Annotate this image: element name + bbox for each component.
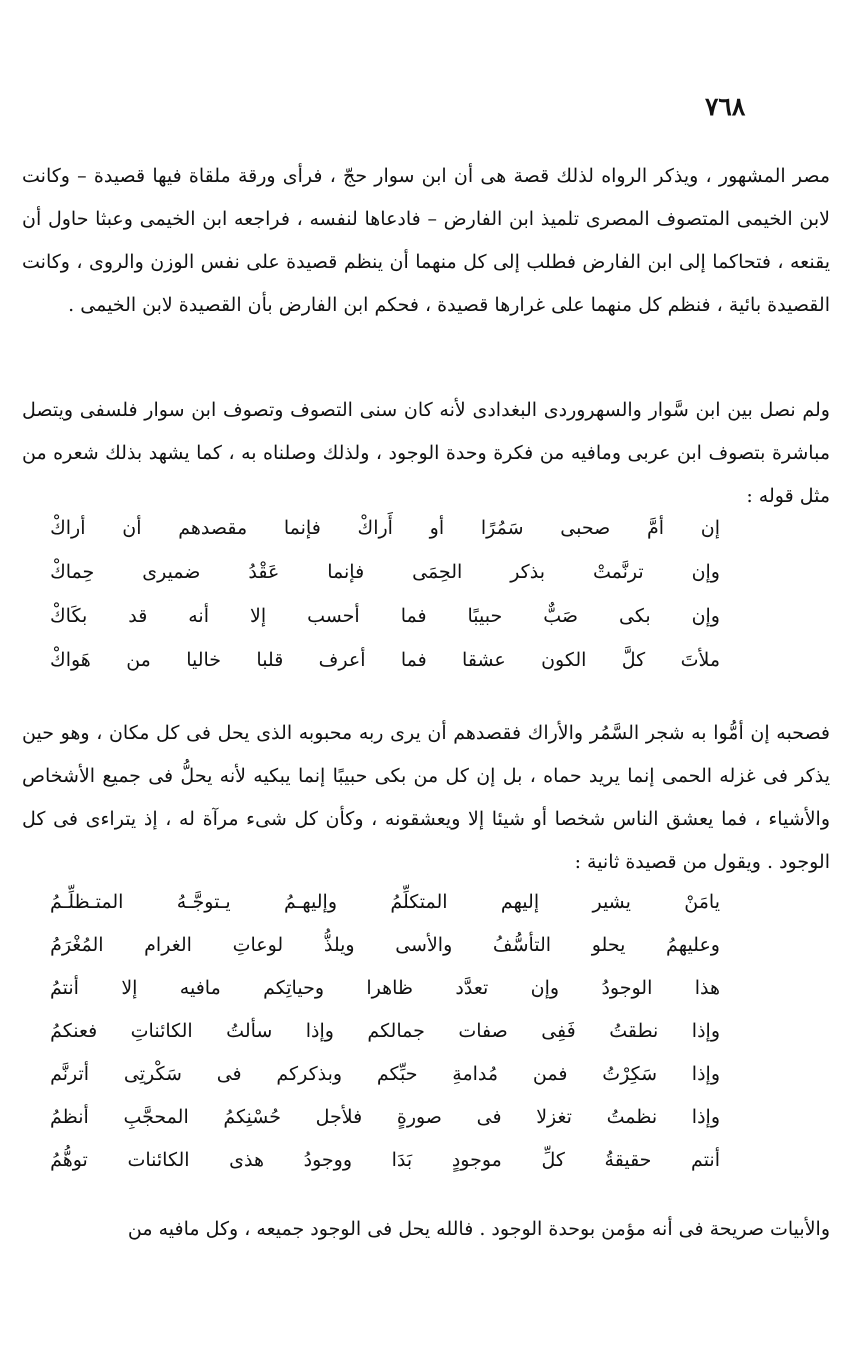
verse-line	[50, 1096, 720, 1139]
verse-word: أنتم	[691, 1149, 720, 1171]
verse-line	[50, 506, 720, 550]
verse-word: فى	[476, 1106, 502, 1128]
verse-line	[50, 1053, 720, 1096]
verse-word: الكائنات	[127, 1149, 190, 1171]
verse-word: وحياتِكم	[263, 977, 324, 999]
verse-word: أعرف	[318, 649, 366, 671]
verse-word: وإذا	[691, 1020, 720, 1042]
verse-word: قلبا	[256, 649, 284, 671]
verse-word: المُغْرَمُ	[50, 934, 104, 956]
verse-word: ويلذُّ	[323, 934, 355, 956]
poem-first	[50, 506, 720, 682]
verse-word: أَراكْ	[357, 517, 393, 539]
verse-word: وإذا	[305, 1020, 334, 1042]
verse-word: مُدامةِ	[452, 1063, 499, 1085]
verse-word: سَكْرتِى	[123, 1063, 182, 1085]
verse-word: وإذا	[691, 1106, 720, 1128]
verse-word: قد	[128, 605, 148, 627]
verse-word: فمن	[532, 1063, 568, 1085]
poem-second	[50, 881, 720, 1182]
verse-word: أو	[429, 517, 445, 539]
verse-line	[50, 550, 720, 594]
verse-word: وإليهـمُ	[284, 891, 337, 913]
verse-word: أحسب	[307, 605, 360, 627]
verse-word: بكى	[618, 605, 651, 627]
verse-word: مافيه	[179, 977, 221, 999]
verse-word: صورةٍ	[396, 1106, 442, 1128]
verse-word: نظمتُ	[606, 1106, 658, 1128]
verse-word: تعدَّد	[455, 977, 489, 999]
verse-word: المحجَّبِ	[123, 1106, 189, 1128]
verse-word: صَبٌّ	[543, 605, 579, 627]
verse-word: ووجودُ	[303, 1149, 353, 1171]
verse-word: فإنما	[283, 517, 321, 539]
verse-word: خاليا	[186, 649, 222, 671]
verse-word: أنه	[188, 605, 210, 627]
verse-word: هَواكْ	[50, 649, 91, 671]
verse-word: أنتمُ	[50, 977, 79, 999]
paragraph-sufism-context: ولم نصل بين ابن سَّوار والسهروردى البغدادى لأنه كان سنى التصوف وتصوف ابن سوار فلسفى ويتصل مباشرة بتصوف ابن عربى ومافيه من فكرة وحدة الوجود ، ولذلك وصلناه به ، كما يشهد بذلك شعره من مثل قوله :	[22, 399, 830, 507]
verse-word: بذكر	[510, 561, 545, 583]
verse-word: فلأجل	[315, 1106, 363, 1128]
verse-word: حِماكْ	[50, 561, 95, 583]
verse-word: ضميرى	[142, 561, 201, 583]
verse-word: فى	[216, 1063, 242, 1085]
verse-word: يشير	[592, 891, 631, 913]
verse-word: موجودٍ	[451, 1149, 502, 1171]
verse-word: أمَّ	[646, 517, 665, 539]
verse-line	[50, 594, 720, 638]
verse-word: كلِّ	[541, 1149, 565, 1171]
verse-word: وبذكركم	[276, 1063, 343, 1085]
verse-word: فعنكمُ	[50, 1020, 98, 1042]
verse-line	[50, 967, 720, 1010]
verse-word: صفات	[458, 1020, 508, 1042]
verse-word: الكون	[541, 649, 587, 671]
verse-word: عشقا	[462, 649, 506, 671]
verse-word: وعليهمُ	[666, 934, 720, 956]
verse-line	[50, 924, 720, 967]
verse-word: صحبى	[560, 517, 611, 539]
verse-word: سَمُرًا	[480, 517, 524, 539]
verse-word: تغزلا	[536, 1106, 572, 1128]
verse-word: ملأتَ	[680, 649, 720, 671]
verse-word: إليهم	[500, 891, 540, 913]
verse-word: التأسُّفُ	[492, 934, 552, 956]
verse-word: توهُّمُ	[50, 1149, 88, 1171]
verse-word: أترنَّم	[50, 1063, 90, 1085]
verse-word: بكَاكْ	[50, 605, 88, 627]
verse-word: ظاهرا	[366, 977, 414, 999]
verse-word: عَقْدُ	[248, 561, 280, 583]
verse-word: سَكِرْتُ	[602, 1063, 657, 1085]
verse-word: إلا	[121, 977, 138, 999]
verse-word: فما	[400, 605, 427, 627]
page-number: ٧٦٨	[705, 92, 746, 121]
verse-word: حبِّكم	[376, 1063, 418, 1085]
verse-word: وإن	[691, 561, 720, 583]
verse-word: كلَّ	[621, 649, 646, 671]
verse-word: الوجودُ	[601, 977, 653, 999]
verse-word: فإنما	[327, 561, 365, 583]
verse-word: والأسى	[395, 934, 453, 956]
paragraph-ibn-sawwar-story: مصر المشهور ، ويذكر الرواه لذلك قصة هى أن ابن سوار حجّ ، فرأى ورقة ملقاة فيها قصيدة – وكانت لابن الخيمى المتصوف المصرى تلميذ ابن الفارض – فادعاها لنفسه ، فراجعه ابن الخيمى وعبثا حاول أن يقنعه ، فتحاكما إلى ابن الفارض فطلب إلى كل منهما أن ينظم قصيدة على نفس الوزن والروى ، وكانت القصيدة بائية ، فنظم كل منهما على غرارها قصيدة ، فحكم ابن الفارض بأن القصيدة لابن الخيمى .	[22, 165, 830, 316]
verse-word: الغرام	[144, 934, 192, 956]
verse-word: أنظمُ	[50, 1106, 89, 1128]
verse-word: هذى	[229, 1149, 265, 1171]
verse-word: ترنَّمتْ	[592, 561, 644, 583]
paragraph-poem-explanation: فصحبه إن أمُّوا به شجر السَّمُر والأراك فقصدهم أن يرى ربه محبوبه الذى يحل فى كل مكان ، وهو حين يذكر فى غزله الحمى إنما يريد حماه ، بل إن كل من بكى حبيبًا إنما يبكيه لأنه يحلُّ فى جميع الأشخاص والأشياء ، فما يعشق الناس شخصا أو شيئا إلا ويعشقونه ، وكأن كل شىء مرآة له ، إذ يتراءى فى كل الوجود . ويقول من قصيدة ثانية :	[22, 722, 830, 873]
verse-word: فما	[400, 649, 427, 671]
verse-word: من	[126, 649, 151, 671]
verse-word: إن	[700, 517, 720, 539]
verse-line	[50, 1010, 720, 1053]
verse-word: وإن	[530, 977, 560, 999]
verse-word: سألتُ	[226, 1020, 273, 1042]
paragraph-unity-of-being: والأبيات صريحة فى أنه مؤمن بوحدة الوجود . فالله يحل فى الوجود جميعه ، وكل مافيه من	[127, 1218, 830, 1240]
verse-word: حُسْنِكمُ	[223, 1106, 281, 1128]
verse-word: مقصدهم	[178, 517, 248, 539]
verse-line	[50, 881, 720, 924]
verse-word: بَدَا	[391, 1149, 413, 1171]
verse-word: هذا	[694, 977, 720, 999]
verse-word: وإذا	[691, 1063, 720, 1085]
verse-word: الكائناتِ	[130, 1020, 193, 1042]
verse-word: يامَنْ	[684, 891, 720, 913]
verse-word: المتكلِّمُ	[390, 891, 448, 913]
verse-word: المتـظلِّـمُ	[50, 891, 124, 913]
verse-word: أن	[122, 517, 142, 539]
verse-word: وإن	[691, 605, 720, 627]
verse-word: نطقتُ	[609, 1020, 659, 1042]
verse-line	[50, 638, 720, 682]
verse-word: لوعاتِ	[232, 934, 284, 956]
verse-word: فَفِى	[541, 1020, 576, 1042]
verse-line	[50, 1139, 720, 1182]
verse-word: حقيقةُ	[604, 1149, 652, 1171]
verse-word: جمالكم	[367, 1020, 425, 1042]
verse-word: حبيبًا	[467, 605, 503, 627]
verse-word: الحِمَى	[412, 561, 463, 583]
verse-word: أراكْ	[50, 517, 86, 539]
verse-word: يـتوجَّـهُ	[176, 891, 231, 913]
verse-word: إلا	[249, 605, 267, 627]
verse-word: يحلو	[591, 934, 626, 956]
